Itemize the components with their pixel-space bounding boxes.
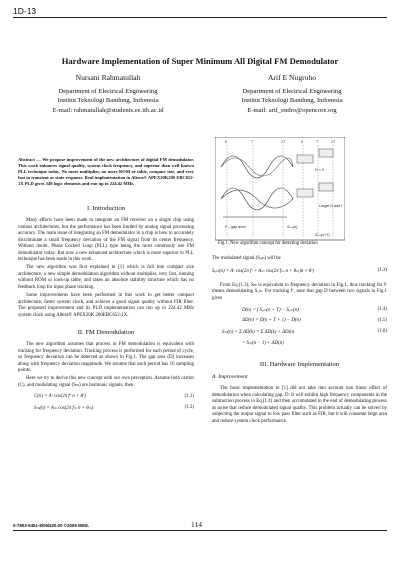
author-email: E-mail: rahmatullah@students.ee.itb.ac.id xyxy=(52,106,164,114)
equation-text: Sₘ(n) = Aₘ cos(2π fₘ n + θₘ) xyxy=(34,405,94,411)
equation-text: D(n) = ∫ Sₒₘ(n + T) − Sₒₘ(n) xyxy=(242,308,299,314)
equation-number: (1.1) xyxy=(184,393,194,399)
author-dept: Department of Electrical Engineering xyxy=(58,87,158,95)
equation-1-5 xyxy=(242,318,387,329)
paragraph: The new algorithm was first explained in [1] which is full into compact size architecture, a new simple demodulation algorithm without multiplier, very fast, running without ROM or look-up table, and takes an absolute stability structure which has no feedback loop for input phase tracking. xyxy=(18,265,194,290)
equation-text: = Sₘ(n − 1) + ΔD(n) xyxy=(242,341,284,347)
equation-1-4 xyxy=(242,307,387,318)
author-inst: Institut Teknologi Bandung, Indonesia xyxy=(241,97,343,104)
author-inst: Institut Teknologi Bandung, Indonesia xyxy=(57,97,159,104)
equation-text: Sₘ(n) = Σ ΔD(k) = Σ ΔD(k) + ΔD(n) xyxy=(222,330,295,336)
paragraph: Many efforts have been made to integrate an FM receiver on a single chip using various architectures, but the performance has been limited by analog signal processing accuracy. The main issue of integrating an FM demodulator in a chip is how to accurately discriminate a small frequency deviation of the FM signal from its center frequency. Without doubt, Phase Locked Loop (PLL) type being the most commonly use FM demodulator today. But now a new enhanced architecture which is more superior to PLL technique has been made in this work. xyxy=(18,218,194,263)
equation-1-6 xyxy=(222,329,387,340)
equation-1-3 xyxy=(212,268,387,279)
left-column xyxy=(18,205,194,416)
d-zero-label: D = 0 xyxy=(315,168,324,172)
section-heading-hardware: III. Hardware Implementation xyxy=(259,361,340,369)
section-heading-introduction: I. Introduction xyxy=(86,205,126,212)
figure-1-caption: Fig.1. New algorithm concept for detecting deviation xyxy=(218,241,318,246)
section-heading-fm-demodulation: II. FM Demodulation xyxy=(77,329,135,337)
tick-label-0b: 0 xyxy=(301,140,303,144)
equation-text: Sₒₘ(n) = Aᶜ cos(2π fᶜ + Aₘ cos(2π fₘ n + θₘ)n + θᶜ) xyxy=(212,268,315,274)
equation-number: (1.5) xyxy=(377,318,387,324)
period-guides xyxy=(227,145,333,237)
equation-number: (1.2) xyxy=(184,404,194,410)
author-email: E-mail: arif_endro@opencore.org xyxy=(247,106,337,114)
isbn-notice: 0-7803-9451-8/06/$20.00 ©2006 IEEE. xyxy=(13,523,90,528)
paragraph: Here we try to derive this new concept with our own perception. Assume both carrier (C), and modulating signal (Sₘ) are harmonic signals, then xyxy=(18,376,194,388)
equation-number: (1.3) xyxy=(377,267,387,273)
equation-1-2 xyxy=(34,405,194,416)
author-dept: Department of Electrical Engineering xyxy=(242,87,342,95)
session-label: 1D-13 xyxy=(13,6,37,16)
abstract: Abstract — We propose improvement of the new architecture of digital FM demodulator. This work enhances signal quality, system clock frequency, and superior than well known PLL technique today. No more multiplier, no more ROM or table, compact size, and very fast in transient or state response. Real implementation in Altera® APEX20K200 EBC652-1X PLD gives 348 logic elements and run up to 224.42 MHz. xyxy=(18,157,194,186)
equation-text: ΔD(n) = D(n + T + 1) − D(n) xyxy=(242,318,301,324)
tick-label-Tb: T xyxy=(316,140,319,144)
fm-demodulation-body xyxy=(18,342,194,389)
figure-1-diagram xyxy=(215,137,345,247)
gap-boxes xyxy=(297,149,333,197)
page-number: 114 xyxy=(191,520,202,529)
subsection-heading-improvement: A. Improvement xyxy=(212,374,248,381)
paragraph: The new algorithm assumes that process in FM demodulation is equivalent with tracking for frequency deviation. Tracking process is performed for each period of cycle, so frequency deviation can be detected as shown in Fig.1. The gap area (D) increases along with frequency deviation magnitude. We assume that each period has 16 sampling points. xyxy=(18,342,194,374)
right-column xyxy=(212,256,387,425)
header-rule xyxy=(13,17,387,18)
improvement-paragraph: The basic implementation in [1] did not take into account non linear effect of demodulation when calculating gap, D. It will exhibit high frequency components in the subtraction process in Eq.(1.4) and then accumulated in the end of demodulating process as noise that reduce demodulated signal quality. This problem actually can be solved by subjecting the output signal to low pass filter such as FIR, but it will consume large area and reduce system clock performance. xyxy=(212,386,387,424)
larger-d-label: Larger D and f xyxy=(319,204,342,208)
modulated-signal-intro: The modulated signal (Sₒₘ) will be xyxy=(212,256,281,261)
tracking-paragraph: From Eq.(1.3), Sₘ is equivalent to frequency deviation in Fig.1, thus tracking for fᶜ means demodulating Sₒₘ. For tracking fᶜ, note that gap D between two signals in Fig.1 gives xyxy=(212,282,387,301)
tick-label-T: T xyxy=(251,140,254,144)
gap-area-label: fᶜ – gap area xyxy=(225,225,246,229)
paragraph: Some improvements have been performed in this work to get better compact architecture, faster system clock, and achieve a good signal quality without FIR filter. The proposed improvement and its PLD implementation can run up to 224.42 MHz system clock using Altera® APEX20K 200EBC652-1X. xyxy=(18,293,194,318)
tick-label-2Tb: 2T xyxy=(331,140,336,144)
sfm-label: Sₒₘ(n) xyxy=(287,225,298,229)
author-name: Arif E Nugroho xyxy=(267,73,317,82)
footer-rule xyxy=(13,530,387,531)
signal-wave-2 xyxy=(221,158,293,176)
author-name: Nursani Rahmatullah xyxy=(75,73,141,82)
signal-wave-4 xyxy=(221,190,293,208)
introduction-body xyxy=(18,218,194,319)
equation-text: C(n) = Aᶜ cos(2π fᶜ n + θᶜ) xyxy=(34,393,86,399)
signal-wave-1 xyxy=(221,156,293,178)
sfm-shifted-label: Sₒₘ(n+T) xyxy=(315,233,330,237)
paper-title: Hardware Implementation of Super Minimum All Digital FM Demodulator xyxy=(61,56,339,66)
equation-1-1 xyxy=(34,394,194,405)
equation-number: (1.6) xyxy=(377,329,387,335)
equation-number: (1.4) xyxy=(377,307,387,313)
equation-1-6-continued xyxy=(242,340,387,351)
tick-label-0: 0 xyxy=(225,140,227,144)
tick-label-2T: 2T xyxy=(281,140,286,144)
author-block-1 xyxy=(28,73,188,115)
author-block-2 xyxy=(212,73,372,115)
